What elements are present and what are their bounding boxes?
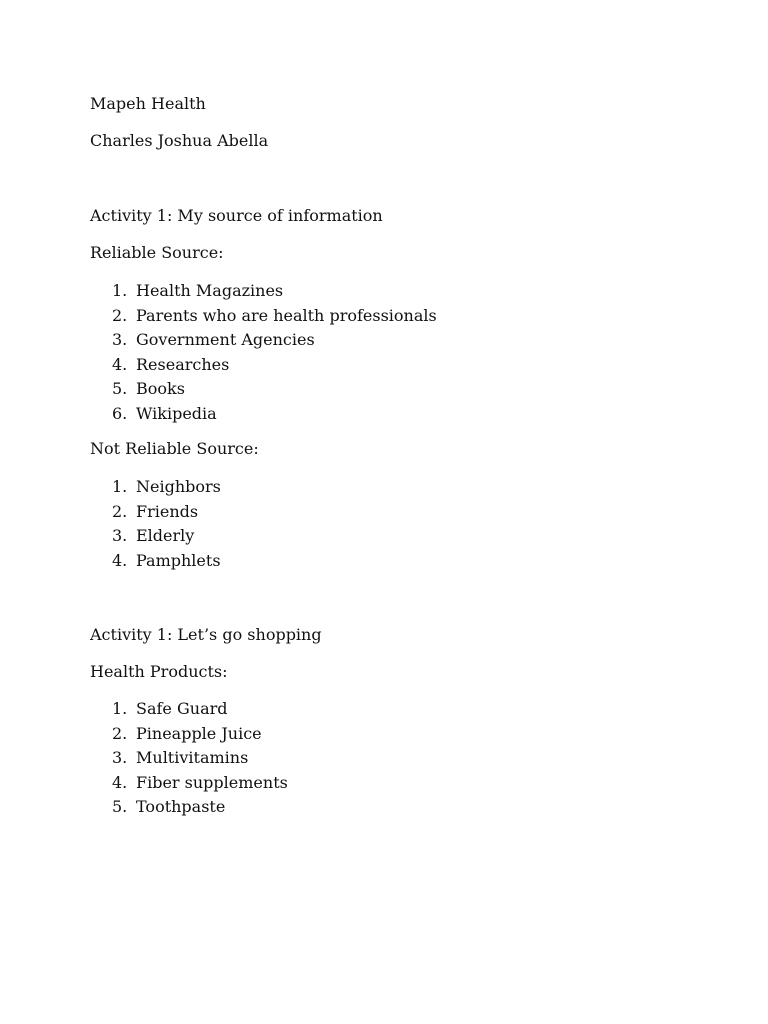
list-item-text: Elderly — [136, 526, 195, 545]
list-item: 6. Wikipedia — [112, 403, 217, 423]
list-item: 5. Books — [112, 379, 185, 398]
list-item-text: Friends — [136, 501, 199, 521]
list-item: 4. Researches — [112, 354, 230, 374]
activity-1-title: Activity 1: My source of information — [90, 206, 383, 225]
list-item-text: Fiber supplements — [136, 772, 288, 792]
list-item-text: Books — [136, 379, 185, 398]
list-item: 1. Safe Guard — [112, 699, 228, 718]
list-item-text: Toothpaste — [136, 797, 226, 816]
author-name: Charles Joshua Abella — [90, 131, 269, 150]
list-item-text: Government Agencies — [136, 330, 315, 349]
health-products-heading: Health Products: — [90, 662, 228, 681]
list-item-text: Neighbors — [136, 477, 221, 496]
activity-2-title: Activity 1: Let’s go shopping — [90, 625, 322, 644]
list-item-text: Pamphlets — [136, 550, 221, 570]
list-item: 5. Toothpaste — [112, 797, 226, 816]
list-item: 1. Health Magazines — [112, 281, 284, 300]
list-item-text: Pineapple Juice — [136, 723, 262, 743]
reliable-source-heading: Reliable Source: — [90, 243, 224, 262]
list-item-text: Multivitamins — [136, 748, 249, 767]
not-reliable-source-heading: Not Reliable Source: — [90, 439, 259, 458]
list-item-text: Safe Guard — [136, 699, 228, 718]
list-item: 2. Friends — [112, 501, 199, 521]
list-item: 3. Government Agencies — [112, 330, 315, 349]
list-item-text: Parents who are health professionals — [136, 305, 437, 325]
list-item: 1. Neighbors — [112, 477, 221, 496]
list-item: 4. Pamphlets — [112, 550, 221, 570]
subject-title: Mapeh Health — [90, 94, 206, 113]
list-item-text: Health Magazines — [136, 281, 284, 300]
reliable-source-list — [112, 281, 437, 428]
list-item: 3. Elderly — [112, 526, 195, 545]
list-item-text: Researches — [136, 354, 230, 374]
list-item: 2. Parents who are health professionals — [112, 305, 437, 325]
health-products-list — [112, 699, 288, 822]
list-item: 2. Pineapple Juice — [112, 723, 262, 743]
not-reliable-source-list — [112, 477, 221, 575]
list-item-text: Wikipedia — [136, 403, 217, 423]
list-item: 4. Fiber supplements — [112, 772, 288, 792]
list-item: 3. Multivitamins — [112, 748, 249, 767]
